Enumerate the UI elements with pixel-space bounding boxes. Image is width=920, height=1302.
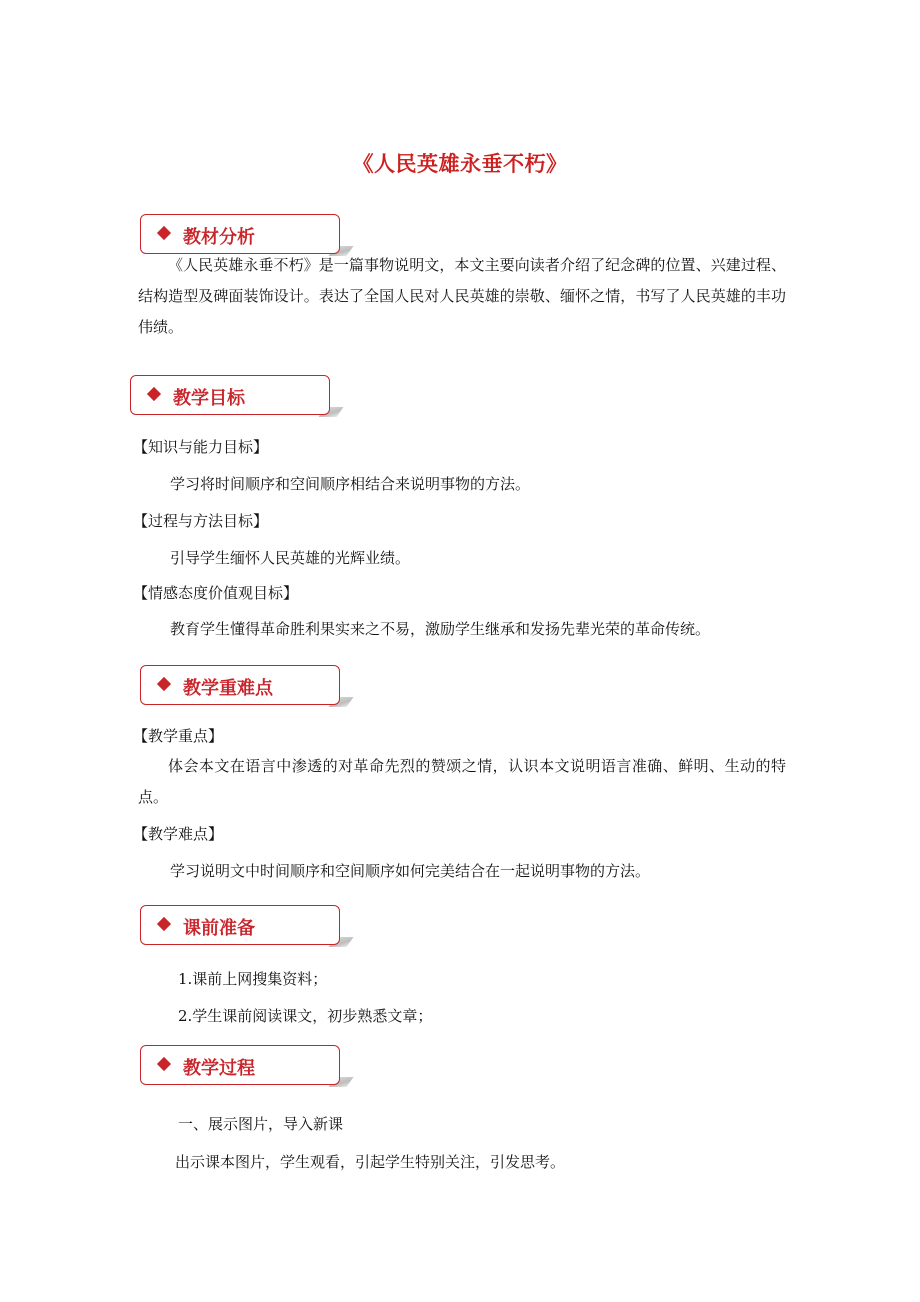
process-goal-label: 【过程与方法目标】 xyxy=(133,512,269,530)
section-heading-process: 教学过程 xyxy=(183,1058,255,1079)
preparation-item: 1.课前上网搜集资料； xyxy=(178,970,328,988)
difficult-point-label: 【教学难点】 xyxy=(133,825,224,843)
diamond-bullet-icon xyxy=(157,1057,171,1071)
header-box xyxy=(140,905,340,945)
header-box xyxy=(140,214,340,254)
key-point-label: 【教学重点】 xyxy=(133,727,224,745)
section-heading-preparation: 课前准备 xyxy=(183,918,255,939)
emotion-goal-text: 教育学生懂得革命胜利果实来之不易，激励学生继承和发扬先辈光荣的革命传统。 xyxy=(170,620,711,638)
process-step-title: 一、展示图片，导入新课 xyxy=(178,1115,344,1133)
diamond-bullet-icon xyxy=(157,917,171,931)
knowledge-goal-text: 学习将时间顺序和空间顺序相结合来说明事物的方法。 xyxy=(170,475,531,493)
process-step-text: 出示课本图片，学生观看，引起学生特别关注，引发思考。 xyxy=(175,1153,566,1171)
diamond-bullet-icon xyxy=(147,387,161,401)
document-title: 《人民英雄永垂不朽》 xyxy=(352,152,568,176)
preparation-item: 2.学生课前阅读课文，初步熟悉文章； xyxy=(178,1007,433,1025)
section-heading-goals: 教学目标 xyxy=(173,388,245,409)
section-heading-analysis: 教材分析 xyxy=(183,227,255,248)
process-goal-text: 引导学生缅怀人民英雄的光辉业绩。 xyxy=(170,549,411,567)
analysis-paragraph: 《人民英雄永垂不朽》是一篇事物说明文，本文主要向读者介绍了纪念碑的位置、兴建过程、结构造型及碑面装饰设计。表达了全国人民对人民英雄的崇敬、缅怀之情，书写了人民英雄的丰功伟绩。 xyxy=(138,256,786,336)
header-box xyxy=(130,375,330,415)
knowledge-goal-label: 【知识与能力目标】 xyxy=(133,438,269,456)
diamond-bullet-icon xyxy=(157,677,171,691)
emotion-goal-label: 【情感态度价值观目标】 xyxy=(133,584,299,602)
section-heading-key-points: 教学重难点 xyxy=(183,678,273,699)
difficult-point-text: 学习说明文中时间顺序和空间顺序如何完美结合在一起说明事物的方法。 xyxy=(170,862,651,880)
key-point-text: 体会本文在语言中渗透的对革命先烈的赞颂之情，认识本文说明语言准确、鲜明、生动的特点。 xyxy=(138,757,786,806)
header-box xyxy=(140,665,340,705)
header-box xyxy=(140,1045,340,1085)
diamond-bullet-icon xyxy=(157,226,171,240)
